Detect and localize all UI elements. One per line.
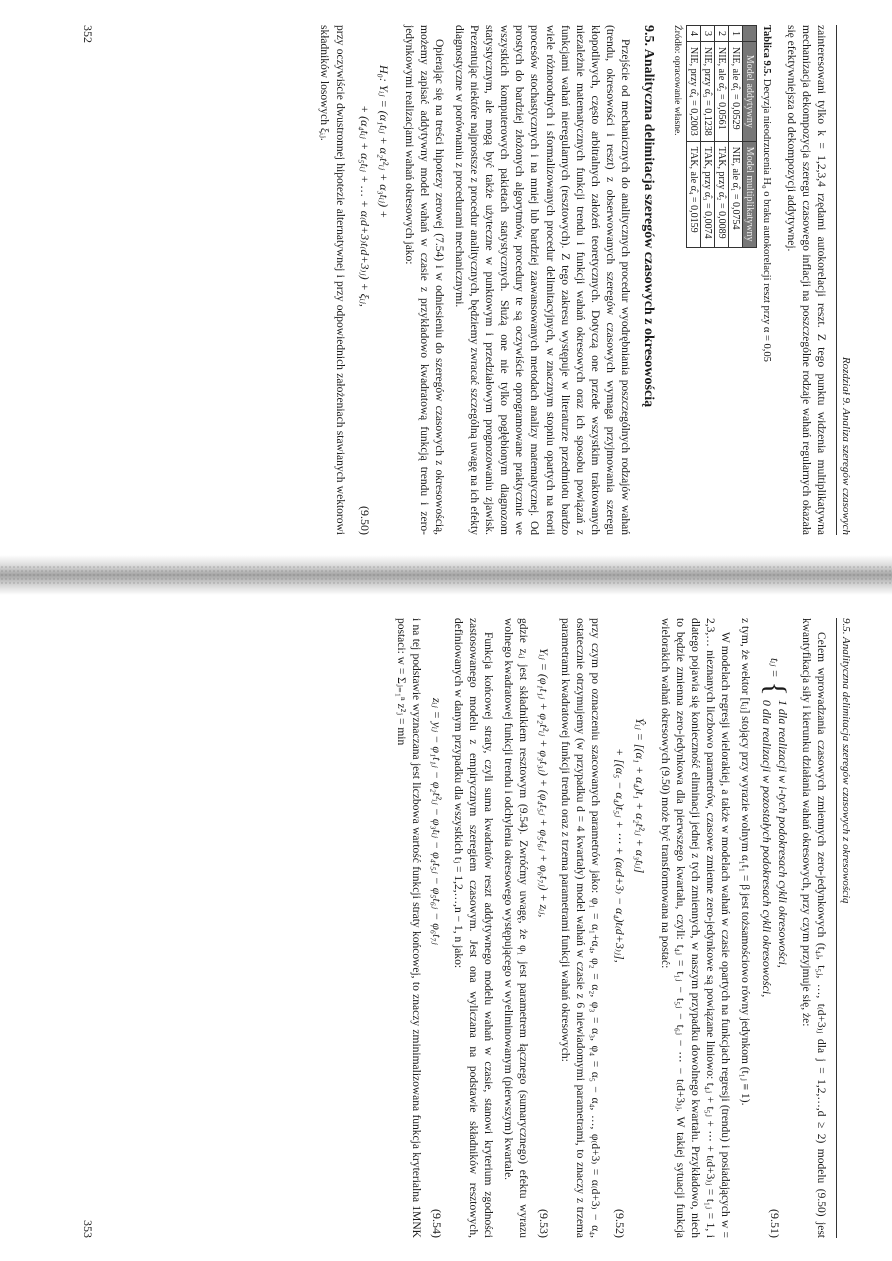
equation-9-51 <box>758 618 792 1238</box>
paragraph: przy czym po oznaczeniu szacowanych parametrów jako: φ₁ = α₁+α₄, φ₂ = α₂, φ₃ = α₃, φ₄ = α₅ − α₄, …, φ₍d+3₎ = α₍d+3₎ − α₄, ostatecznie otrzymujemy (w przypadku d = 4 kwartały) model wahań w czasie z 6 niewiadomymi parametrami, to znaczy z trzema parametrami kwadratowej funkcji trendu oraz z trzema parametrami funkcji wahań okresowych: <box>558 618 602 1238</box>
paragraph: i na tej podstawie wyznaczana jest liczbowa wartość funkcji straty końcowej, to znaczy zminimalizowana funkcja kryterialna 1MNK postaci: w = Σⱼ₌₁ⁿ z²ⱼ = min <box>394 618 422 1238</box>
equation-lhs: tᵢⱼ = <box>768 658 783 678</box>
table-row <box>701 26 715 248</box>
paragraph: Funkcja końcowej straty, czyli suma kwadratów reszt addytywnego modelu wahań w czasie, stanowi kryterium zgodności zastosowanego modelu z empirycznym szeregiem czasowym. Jest ona wyliczana na podstawie składników resztowych, definiowanych w danym przypadku dla wszystkich tⱼ = 1,2,…,n − 1, n jako: <box>452 618 495 1238</box>
equation-number: (9.54) <box>429 1209 444 1238</box>
brace-glyph: { <box>758 681 792 696</box>
table-cell: 4 <box>687 26 701 42</box>
table-cell: NIE, ale α̂₁ = 0,0754 <box>729 141 743 247</box>
table-cell: 2 <box>715 26 729 42</box>
table-row <box>715 26 729 248</box>
table-cell: TAK, przy α̂₂ = 0,0089 <box>715 141 729 247</box>
table-caption-text: Decyzja nieodrzucenia H₀ o braku autokorelacji reszt przy α = 0,05 <box>761 78 773 362</box>
page-number: 353 <box>81 1220 95 1238</box>
table-source: Źródło: opracowanie własne. <box>672 25 683 136</box>
equation-9-52 <box>610 658 648 1238</box>
equation-number: (9.51) <box>768 1209 783 1238</box>
table-row <box>687 26 701 248</box>
running-head: 9.5. Analityczna delimitacja szeregów czasowych z okresowością <box>836 618 852 1238</box>
equation-case: 0 dla realizacji w pozostałych podokresach cykli okresowości, <box>759 699 774 998</box>
table-header-cell <box>743 26 757 42</box>
equation-number: (9.50) <box>357 506 372 535</box>
equation-line: + (α₄tᵢⱼ + α₅tᵢⱼ + … + α₍d+3₎t₍d+3₎ⱼ) + ξᵢⱼ, <box>357 105 372 307</box>
table-header-row <box>743 26 757 248</box>
paragraph: Celem wprowadzania czasowych zmiennych zero-jedynkowych (t₄ⱼ, t₅ⱼ, …, t₍d+3₎ⱼ dla j = 1,2,…,d ≥ 2) modelu (9.50) jest kwantyfikacja siły i kierunku działania wahań okresowych, przy czym przyjmuje się, że: <box>799 618 827 1238</box>
autocorrelation-table <box>686 25 757 248</box>
scan-noise <box>0 565 892 585</box>
table-cell: NIE, przy α̂₄ = 0,2003 <box>687 42 701 142</box>
paragraph: W modelach regresji wielorakiej, a także w modelach wahań w czasie opartych na funkcjach regresji (trendu) i posiadających w = 2,3,… nieznanych liczbowo parametrów, czasowe zmienne zero-jedynkowe są powiązane liniowo: t₄ⱼ + t₅ⱼ + ⋯ + t₍d+3₎ⱼ = t₁ⱼ = 1, i dlatego pojawia się konieczność eliminacji jednej z tych zmiennych, w naszym przypadku dowolnego kwartału. Przykładowo, niech to będzie zmienna zero-jedynkowa dla pierwszego kwartału, czyli: t₄ⱼ = t₁ⱼ − t₅ⱼ − t₆ⱼ − ⋯ − t₍d+3₎ⱼ. W takiej sytuacji funkcja wielorakich wahań okresowych (9.50) może być transformowana na postać: <box>658 618 732 1238</box>
intro-paragraph: zainteresowani tylko k = 1,2,3,4 rzędami autokorelacji reszt. Z tego punktu widzenia multiplikatywna mechanizacja dekompozycja szeregu czasowego inflacji na poszczególne rodzaje wahań regularnych okazała się efektywniejsza od dekompozycji addytywnej. <box>784 25 827 535</box>
paragraph: Przejście od mechanicznych do analitycznych procedur wyodrębniania poszczególnych rodzajów wahań (trendu, okresowości i reszt) z obserwowanych szeregów czasowych wymaga przyjmowania szeregu kłopotliwych, często arbitralnych założeń teoretycznych. Dotyczą one przede wszystkim traktowanych niezależnie matematycznych funkcji trendu i funkcji wahań okresowych oraz ich sposobu powiązań z funkcjami wahań nieregularnych (resztowych). Z tego zakresu występuje w literaturze przedmiotu bardzo wiele różnorodnych i sformalizowanych procedur delimitacyjnych, w znacznym stopniu opartych na teorii procesów stochastycznych i na mniej lub bardziej zaawansowanych metodach analizy matematycznej. Od prostych do bardziej złożonych algorytmów, procedury te są oczywiście oprogramowane praktycznie we wszystkich komputerowych pakietach statystycznych. Służą one nie tylko pogłębionym diagnozom statystycznym, ale mogą być także użyteczne w punktowym i przedziałowym prognozowaniu zjawisk. Prezentując niektóre najprostsze z procedur analitycznych, będziemy zwracać szczególną uwagę na ich efekty diagnostyczne w porównaniu z procedurami mechanicznymi. <box>452 25 632 535</box>
table-header-cell: Model multiplikatywny <box>743 141 757 247</box>
equation-9-53 <box>536 618 551 1238</box>
table-cell: 1 <box>729 26 743 42</box>
table-cell: NIE, ale α̂₁ = 0,0529 <box>729 42 743 142</box>
page-number: 352 <box>81 25 95 43</box>
equation-line: + [(α₅ − α₄)t₅ⱼ + ⋯ + (α₍d+3₎ − α₄)t₍d+3₎ⱼ], <box>613 748 628 963</box>
equation-line: Yᵢⱼ = (φ₁t₁ⱼ + φ₂t²ᵢⱼ + φ₃t₃ⱼ) + (φ₄t₅ⱼ + φ₅t₆ⱼ + φ₆t₇ⱼ) + zᵢⱼ, <box>536 648 551 918</box>
running-head: Rozdział 9. Analiza szeregów czasowych <box>836 25 852 535</box>
table-cell: NIE, ale α̂₂ = 0,0561 <box>715 42 729 142</box>
table-caption-label: Tablica 9.5. <box>761 25 773 77</box>
table-row <box>729 26 743 248</box>
equation-line: H₀: Yᵢⱼ = (α₁tᵢⱼ + α₂t²ᵢⱼ + α₃tᵢⱼ) + <box>376 65 391 219</box>
table-header-cell: Model addytywny <box>743 42 757 142</box>
paragraph: Opierając się na treści hipotezy zerowej (7.54) i w odniesieniu do szeregów czasowych z okresowością, możemy zapisać addytywny model wahań w czasie z przykładowo kwadratową funkcją trendu i zero-jedynkowymi realizacjami wahań okresowych jako: <box>403 25 446 535</box>
section-heading: 9.5. Analityczna delimitacja szeregów czasowych z okresowością <box>641 25 657 408</box>
equation-line: zᵢⱼ = yᵢⱼ − φ₁t₁ⱼ − φ₂t²ᵢⱼ − φ₃tᵢⱼ − φ₄t₅ⱼ − φ₅t₆ⱼ − φ₆t₇ⱼ <box>429 698 444 945</box>
table-caption <box>761 25 772 535</box>
equation-number: (9.53) <box>536 1209 551 1238</box>
paragraph: z tym, że wektor [tᵢⱼ] stojący przy wyrazie wolnym α₁t₁ = β jest tożsamościowo równy jedynkom (t₁ⱼ ≡ 1). <box>738 618 751 1106</box>
page-353 <box>60 598 860 1258</box>
paragraph: przy oczywiście dwustronnej hipotezie alternatywnej i przy odpowiednich założeniach stawianych wektorowi składników losowych ξᵢⱼ. <box>318 25 346 535</box>
equation-number: (9.52) <box>613 1209 628 1238</box>
table-cell: 3 <box>701 26 715 42</box>
equation-9-50 <box>355 65 393 535</box>
table-cell: TAK, ale α̂₄ = 0,0159 <box>687 141 701 247</box>
table-cell: TAK, przy α̂₃ = 0,0074 <box>701 141 715 247</box>
paragraph: gdzie zᵢⱼ jest składnikiem resztowym (9.54). Zwróćmy uwagę, że φ₁ jest parametrem łącznego (sumarycznego) efektu wyrazu wolnego kwadratowej funkcji trendu i odchylenia okresowego występującego w wyeliminowanym (pierwszym) kwartale. <box>501 618 529 1238</box>
equation-line: Ŷᵢⱼ = [(α₁ + α₄)t₁ + α₂t²ᵢⱼ + α₃tᵢⱼ] <box>632 718 647 874</box>
equation-case: 1 dla realizacji w i-tych podokresach cykli okresowości, <box>776 699 791 968</box>
equation-9-54 <box>429 618 444 1238</box>
table-cell: NIE, przy α̂₃ = 0,1238 <box>701 42 715 142</box>
page-352 <box>60 0 860 555</box>
